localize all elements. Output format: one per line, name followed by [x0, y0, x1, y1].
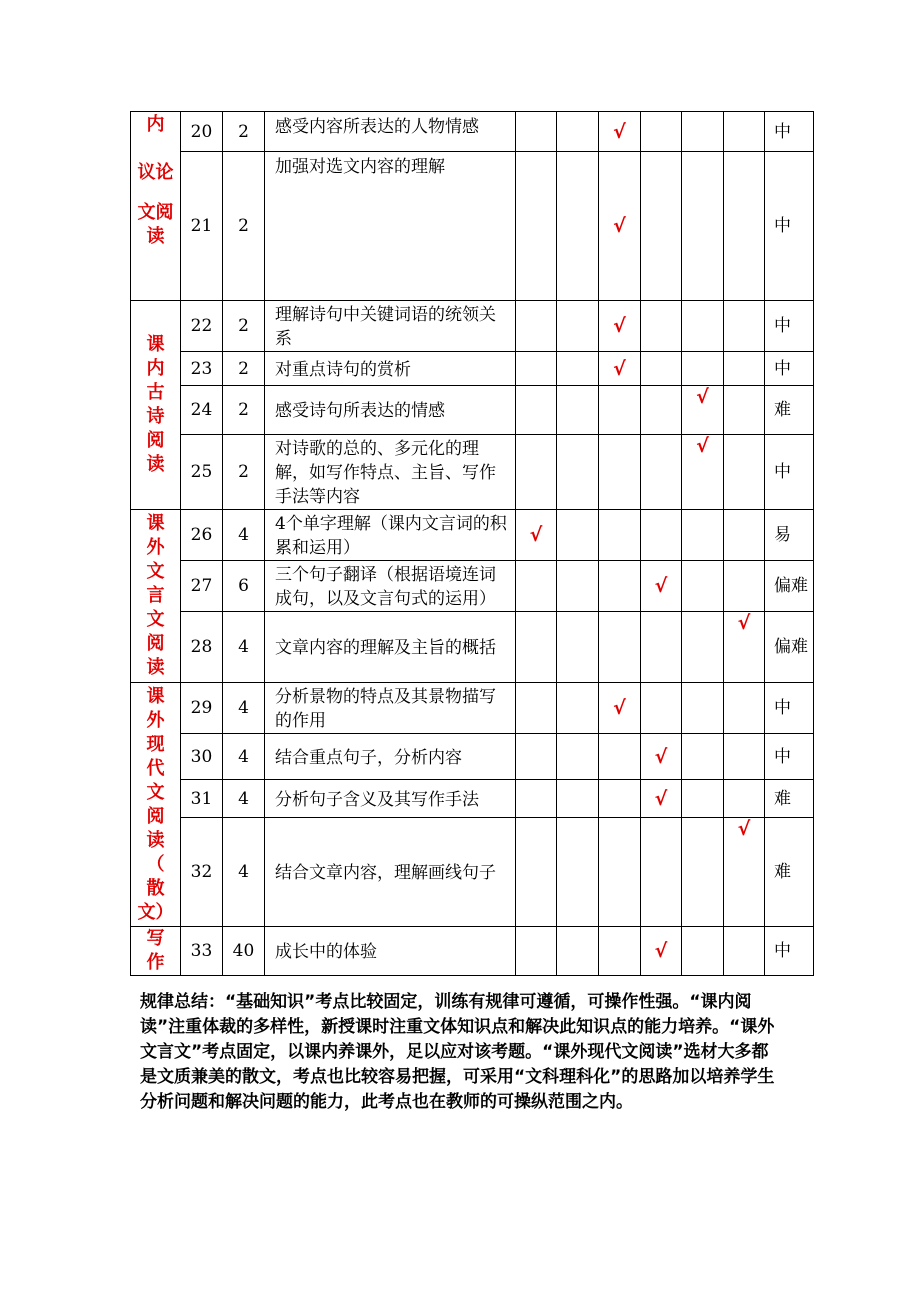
table-row	[131, 818, 814, 927]
table-row	[131, 386, 814, 435]
section-label: 写 作	[131, 927, 181, 976]
question-number: 28	[181, 612, 223, 683]
section-label: 课 外 现 代 文 阅 读 （ 散 文）	[131, 683, 181, 927]
table-row	[131, 612, 814, 683]
question-description: 成长中的体验	[265, 927, 516, 976]
table-row	[131, 152, 814, 301]
table-row	[131, 683, 814, 734]
table-row	[131, 352, 814, 386]
difficulty: 偏难	[765, 612, 814, 683]
table-row	[131, 112, 814, 152]
check-mark: √	[613, 697, 626, 719]
check-mark: √	[696, 435, 709, 457]
question-description: 理解诗句中关键词语的统领关系	[265, 301, 516, 352]
question-description: 对重点诗句的赏析	[265, 352, 516, 386]
question-score: 4	[223, 734, 265, 780]
difficulty: 中	[765, 435, 814, 510]
question-description: 分析景物的特点及其景物描写的作用	[265, 683, 516, 734]
question-number: 26	[181, 510, 223, 561]
question-description: 三个句子翻译（根据语境连词成句，以及文言句式的运用）	[265, 561, 516, 612]
question-description: 分析句子含义及其写作手法	[265, 780, 516, 818]
question-score: 4	[223, 510, 265, 561]
difficulty: 中	[765, 734, 814, 780]
question-number: 23	[181, 352, 223, 386]
exam-analysis-table	[130, 111, 814, 976]
section-label: 内 议论 文阅读	[131, 112, 181, 301]
table-row	[131, 510, 814, 561]
table-row	[131, 927, 814, 976]
question-description: 对诗歌的总的、多元化的理解，如写作特点、主旨、写作手法等内容	[265, 435, 516, 510]
table-row	[131, 734, 814, 780]
question-score: 40	[223, 927, 265, 976]
check-mark: √	[613, 215, 626, 237]
check-mark: √	[696, 386, 709, 408]
question-score: 2	[223, 435, 265, 510]
question-score: 2	[223, 152, 265, 301]
summary-paragraph: 规律总结：“基础知识”考点比较固定，训练有规律可遵循，可操作性强。“课内阅读”注重体裁的多样性，新授课时注重文体知识点和解决此知识点的能力培养。“课外文言文”考点固定，以课内养课外，足以应对该考题。“课外现代文阅读”选材大多都是文质兼美的散文，考点也比较容易把握，可采用“文科理科化”的思路加以培养学生分析问题和解决问题的能力，此考点也在教师的可操纵范围之内。	[140, 992, 775, 1112]
check-mark: √	[529, 524, 543, 546]
question-score: 4	[223, 818, 265, 927]
question-number: 32	[181, 818, 223, 927]
question-score: 6	[223, 561, 265, 612]
question-number: 29	[181, 683, 223, 734]
difficulty: 难	[765, 780, 814, 818]
question-description: 4个单字理解（课内文言词的积累和运用）	[265, 510, 516, 561]
difficulty: 中	[765, 301, 814, 352]
question-description: 结合重点句子，分析内容	[265, 734, 516, 780]
question-score: 2	[223, 386, 265, 435]
table-row	[131, 435, 814, 510]
difficulty: 易	[765, 510, 814, 561]
question-score: 4	[223, 683, 265, 734]
difficulty: 难	[765, 818, 814, 927]
question-score: 2	[223, 112, 265, 152]
question-number: 27	[181, 561, 223, 612]
question-number: 22	[181, 301, 223, 352]
question-description: 感受内容所表达的人物情感	[265, 112, 516, 152]
check-mark: √	[613, 357, 626, 380]
check-mark: √	[613, 120, 626, 143]
table-row	[131, 561, 814, 612]
question-score: 4	[223, 780, 265, 818]
section-label: 课 外 文 言 文 阅 读	[131, 510, 181, 683]
question-description: 加强对选文内容的理解	[265, 152, 516, 301]
difficulty: 难	[765, 386, 814, 435]
question-number: 24	[181, 386, 223, 435]
check-mark: √	[654, 787, 668, 810]
difficulty: 偏难	[765, 561, 814, 612]
question-number: 30	[181, 734, 223, 780]
difficulty: 中	[765, 352, 814, 386]
question-description: 感受诗句所表达的情感	[265, 386, 516, 435]
check-mark: √	[737, 818, 751, 840]
question-score: 2	[223, 352, 265, 386]
check-mark: √	[654, 940, 668, 962]
table-row	[131, 780, 814, 818]
difficulty: 中	[765, 683, 814, 734]
table-row	[131, 301, 814, 352]
question-number: 25	[181, 435, 223, 510]
difficulty: 中	[765, 152, 814, 301]
check-mark: √	[654, 575, 668, 597]
question-score: 4	[223, 612, 265, 683]
check-mark: √	[613, 315, 626, 337]
check-mark: √	[737, 612, 751, 634]
question-number: 20	[181, 112, 223, 152]
check-mark: √	[654, 745, 668, 768]
question-score: 2	[223, 301, 265, 352]
question-number: 31	[181, 780, 223, 818]
question-description: 结合文章内容，理解画线句子	[265, 818, 516, 927]
section-label: 课 内 古 诗 阅 读	[131, 301, 181, 510]
question-description: 文章内容的理解及主旨的概括	[265, 612, 516, 683]
difficulty: 中	[765, 112, 814, 152]
question-number: 33	[181, 927, 223, 976]
question-number: 21	[181, 152, 223, 301]
difficulty: 中	[765, 927, 814, 976]
